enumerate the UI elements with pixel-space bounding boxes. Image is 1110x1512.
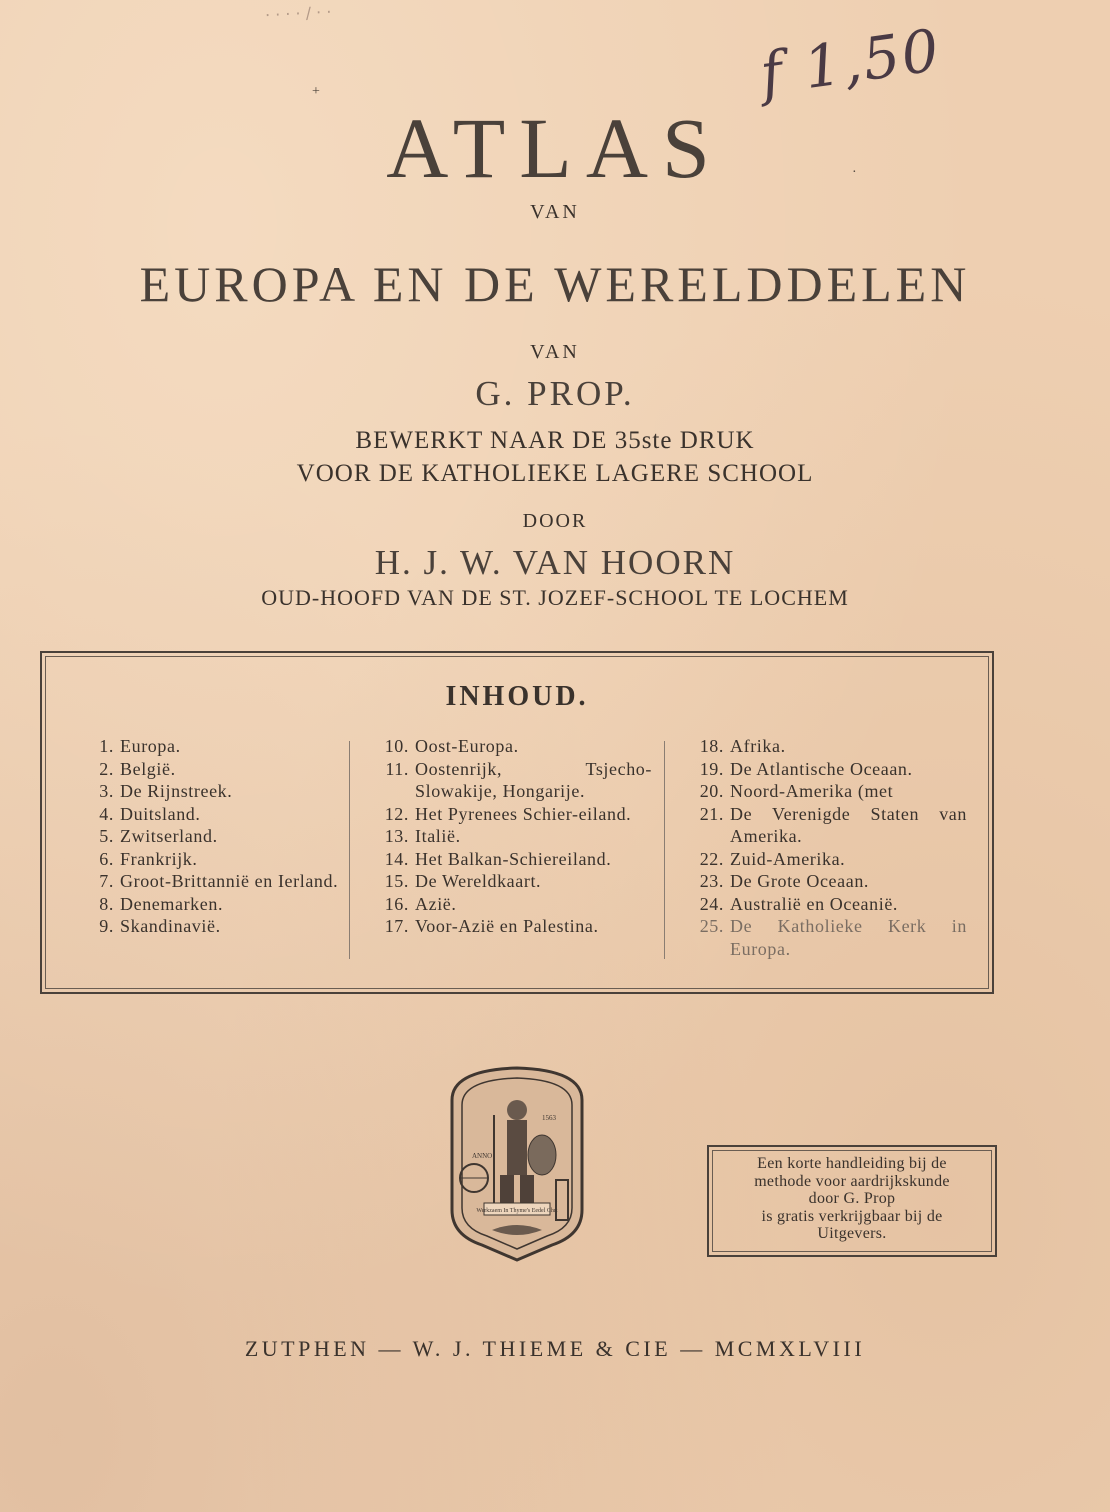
contents-entry-title: De Katholieke Kerk in Europa. — [730, 916, 967, 959]
contents-entry — [692, 870, 967, 893]
contents-entry-title: Skandinavië. — [120, 916, 221, 936]
contents-entry-number: 17. — [384, 916, 409, 936]
contents-entry-number: 21. — [699, 803, 724, 824]
contents-entry-number: 19. — [699, 758, 724, 779]
stray-mark: + — [312, 84, 320, 99]
contents-entry-title: Noord-Amerika (met — [730, 781, 894, 801]
contents-entry-number: 20. — [699, 781, 724, 801]
contents-entry-title: Australië en Oceanië. — [730, 893, 899, 914]
contents-entry — [82, 825, 342, 848]
contents-entry-title: De Verenigde Staten van Amerika. — [730, 803, 967, 846]
contents-entry — [82, 803, 342, 826]
contents-entry-title: Zuid-Amerika. — [730, 848, 846, 869]
contents-entry-number: 2. — [99, 758, 114, 779]
column-divider — [664, 741, 665, 959]
contents-entry-number: 12. — [384, 803, 409, 824]
contents-entry-title: Het Pyrenees Schier-eiland. — [415, 803, 632, 824]
contents-column-1 — [82, 735, 342, 938]
contents-entry-title: Het Balkan-Schiereiland. — [415, 848, 612, 869]
contents-entry-title: Voor-Azië en Palestina. — [415, 916, 599, 936]
contents-entry — [377, 803, 652, 826]
contents-entry-title: Zwitserland. — [120, 826, 218, 846]
contents-entry-title: De Atlantische Oceaan. — [730, 758, 913, 779]
contents-entry-title: Afrika. — [730, 736, 786, 756]
contents-entry-title: Europa. — [120, 736, 181, 756]
contents-entry — [82, 735, 342, 758]
contents-entry-title: Oost-Europa. — [415, 736, 519, 756]
contents-entry — [692, 780, 967, 803]
contents-entry — [82, 848, 342, 871]
contents-entry-number: 4. — [99, 803, 114, 824]
contents-entry-number: 7. — [99, 871, 114, 891]
contents-entry-number: 18. — [699, 736, 724, 756]
contents-entry — [377, 825, 652, 848]
contents-entry — [692, 758, 967, 781]
editor-name: H. J. W. VAN HOORN — [374, 543, 736, 582]
door-line: DOOR — [522, 510, 588, 532]
contents-entry — [377, 758, 652, 803]
contents-entry-number: 10. — [384, 736, 409, 756]
contents-entry — [82, 870, 342, 893]
contents-entry-number: 5. — [99, 826, 114, 846]
contents-box — [40, 651, 994, 994]
van-line-1: VAN — [530, 201, 580, 223]
contents-entry — [377, 915, 652, 938]
contents-column-2 — [377, 735, 652, 938]
contents-entry — [377, 735, 652, 758]
contents-entry-number: 1. — [99, 736, 114, 756]
stray-mark: · — [852, 165, 857, 180]
editor-role: OUD-HOOFD VAN DE ST. JOZEF-SCHOOL TE LOCHEM — [261, 585, 849, 610]
notice-line: Uitgevers. — [817, 1225, 887, 1242]
contents-entry-number: 14. — [384, 848, 409, 869]
contents-entry-title: Azië. — [415, 893, 457, 914]
handwritten-price: f 1,50 — [756, 15, 945, 109]
contents-entry — [692, 915, 967, 960]
contents-entry-number: 8. — [99, 893, 114, 914]
contents-entry-number: 11. — [385, 758, 409, 779]
contents-entry — [82, 780, 342, 803]
emblem-year: 1563 — [542, 1114, 556, 1122]
contents-entry-title: Groot-Brittannië en Ierland. — [120, 871, 339, 891]
contents-entry-title: De Wereldkaart. — [415, 871, 542, 891]
contents-entry-number: 13. — [384, 826, 409, 846]
contents-entry — [692, 735, 967, 758]
emblem-anno: ANNO — [472, 1152, 493, 1160]
contents-entry — [692, 803, 967, 848]
contents-entry — [82, 915, 342, 938]
edition-line-2: VOOR DE KATHOLIEKE LAGERE SCHOOL — [296, 460, 814, 487]
contents-entry-title: Frankrijk. — [120, 848, 198, 869]
notice-box — [707, 1145, 997, 1257]
contents-entry-number: 16. — [384, 893, 409, 914]
atlas-title: ATLAS — [386, 100, 724, 196]
column-divider — [349, 741, 350, 959]
contents-entry-number: 24. — [699, 893, 724, 914]
contents-entry — [692, 848, 967, 871]
contents-entry-title: Duitsland. — [120, 803, 201, 824]
edition-line-1: BEWERKT NAAR DE 35ste DRUK — [355, 427, 755, 454]
contents-entry-number: 9. — [99, 916, 114, 936]
contents-entry — [82, 893, 342, 916]
contents-entry-number: 23. — [699, 871, 724, 891]
contents-entry — [692, 893, 967, 916]
contents-entry — [377, 870, 652, 893]
contents-entry-title: Denemarken. — [120, 893, 224, 914]
contents-entry-title: België. — [120, 758, 176, 779]
publisher-emblem — [432, 1060, 602, 1270]
notice-line: is gratis verkrijgbaar bij de — [761, 1207, 943, 1225]
contents-entry-number: 25. — [699, 916, 724, 936]
notice-line: methode voor aardrijkskunde — [754, 1172, 950, 1190]
contents-column-3 — [692, 735, 967, 960]
notice-line: Een korte handleiding bij de — [757, 1155, 947, 1172]
atlas-subtitle: EUROPA EN DE WERELDDELEN — [139, 256, 971, 312]
contents-entry-title: Italië. — [415, 826, 461, 846]
contents-entry-title: De Rijnstreek. — [120, 781, 233, 801]
emblem-banner: Werkzaem In Thyme's Eedel Chrt — [476, 1208, 558, 1214]
contents-entry-number: 3. — [99, 781, 114, 801]
contents-entry — [82, 758, 342, 781]
contents-entry-title: Oostenrijk, Tsjecho-Slowakije, Hongarije. — [415, 758, 652, 801]
contents-entry-number: 6. — [99, 848, 114, 869]
contents-entry-number: 22. — [699, 848, 724, 869]
van-line-2: VAN — [530, 341, 580, 363]
publisher-imprint: ZUTPHEN — W. J. THIEME & CIE — MCMXLVIII — [244, 1336, 866, 1361]
contents-entry — [377, 848, 652, 871]
contents-entry-title: De Grote Oceaan. — [730, 871, 870, 891]
contents-entry — [377, 893, 652, 916]
contents-heading: INHOUD. — [445, 681, 589, 712]
pencil-note: · · · · / · · — [264, 2, 332, 25]
notice-line: door G. Prop — [808, 1190, 896, 1207]
contents-entry-number: 15. — [384, 871, 409, 891]
author-name: G. PROP. — [475, 374, 635, 413]
